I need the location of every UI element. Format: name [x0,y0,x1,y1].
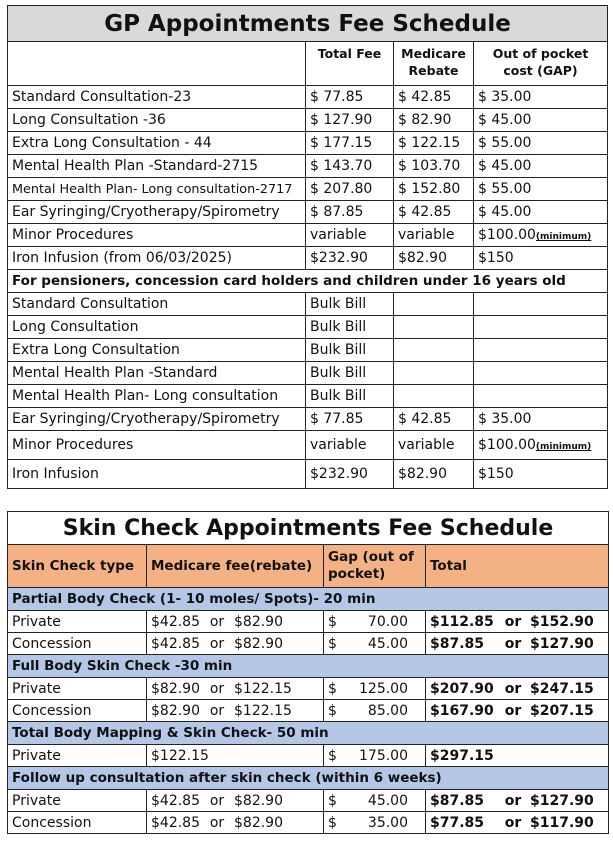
gap-cost [474,431,608,460]
medicare-fee [147,633,324,655]
medicare-rebate [394,339,474,362]
table-row [8,812,609,834]
patient-type: Concession [8,633,147,655]
skin-table-title: Skin Check Appointments Fee Schedule [8,512,609,545]
table-row [8,293,608,316]
total-fee: Bulk Bill [306,293,394,316]
fee-item: Iron Infusion [8,460,306,489]
medicare-rebate [394,385,474,408]
gap-value: 175.00 [359,747,408,764]
skin-header-type: Skin Check type [8,545,147,588]
gap-cost [474,178,608,201]
section-title: Partial Body Check (1- 10 moles/ Spots)- 20 min [8,588,609,611]
table-row [8,745,609,767]
total-amount [426,611,609,633]
gap-value: 35.00 [367,814,408,831]
section-title: Follow up consultation after skin check (within 6 weeks) [8,767,609,790]
total-or: or [504,814,522,831]
table-row [8,224,608,247]
gap-cost [474,362,608,385]
medicare-rebate: variable [394,224,474,247]
gap-value: $ 55.00 [478,181,532,197]
fee-or: or [209,635,225,652]
gap-currency: $ [328,635,337,652]
total-amount [426,812,609,834]
total-high: $127.90 [530,635,594,652]
gap-currency: $ [328,702,337,719]
gap-currency: $ [328,792,337,809]
total-fee: $ 207.80 [306,178,394,201]
total-low: $167.90 [430,702,494,719]
total-fee: $ 87.85 [306,201,394,224]
gap-value: 70.00 [367,613,408,630]
gap-amount [324,611,426,633]
gap-value: 85.00 [367,702,408,719]
gap-value: 45.00 [367,635,408,652]
total-high: $127.90 [530,792,594,809]
medicare-fee [147,812,324,834]
table-row [8,678,609,700]
gap-cost [474,224,608,247]
gap-cost [474,408,608,431]
fee-low: $42.85 [151,792,200,809]
table-row [8,247,608,270]
gap-cost [474,86,608,109]
patient-type: Private [8,790,147,812]
medicare-fee [147,611,324,633]
fee-item: Long Consultation [8,316,306,339]
table-row [8,178,608,201]
total-high: $207.15 [530,702,594,719]
medicare-rebate: variable [394,431,474,460]
total-high: $247.15 [530,680,594,697]
total-fee: variable [306,431,394,460]
fee-high: $82.90 [234,792,283,809]
total-fee: Bulk Bill [306,385,394,408]
fee-item: Ear Syringing/Cryotherapy/Spirometry [8,408,306,431]
total-or: or [504,792,522,809]
fee-or: or [209,702,225,719]
patient-type: Concession [8,700,147,722]
gap-amount [324,700,426,722]
fee-low: $122.15 [151,747,209,764]
total-low: $297.15 [430,747,494,764]
gap-amount [324,633,426,655]
fee-or: or [209,814,225,831]
medicare-fee [147,700,324,722]
total-high: $117.90 [530,814,594,831]
total-high: $152.90 [530,613,594,630]
section-title: Full Body Skin Check -30 min [8,655,609,678]
fee-high: $122.15 [234,702,292,719]
gap-currency: $ [328,814,337,831]
gap-cost [474,316,608,339]
section-title: Total Body Mapping & Skin Check- 50 min [8,722,609,745]
total-amount [426,790,609,812]
fee-item: Long Consultation -36 [8,109,306,132]
fee-or: or [209,613,225,630]
total-amount [426,678,609,700]
gap-value: $100.00 [478,227,536,243]
table-row [8,132,608,155]
fee-item: Standard Consultation [8,293,306,316]
medicare-rebate [394,316,474,339]
total-fee: Bulk Bill [306,316,394,339]
table-row [8,339,608,362]
skin-check-fee-table [7,511,609,834]
medicare-rebate: $ 42.85 [394,86,474,109]
total-fee: $ 127.90 [306,109,394,132]
fee-high: $82.90 [234,814,283,831]
fee-item: Mental Health Plan- Long consultation [8,385,306,408]
table-row [8,385,608,408]
fee-item: Standard Consultation-23 [8,86,306,109]
gap-currency: $ [328,747,337,764]
gap-value: $100.00 [478,437,536,453]
total-amount [426,700,609,722]
medicare-rebate [394,362,474,385]
total-low: $112.85 [430,613,494,630]
medicare-rebate [394,293,474,316]
patient-type: Private [8,611,147,633]
gap-amount [324,678,426,700]
fee-or: or [209,792,225,809]
gap-cost [474,385,608,408]
table-row [8,700,609,722]
medicare-rebate: $ 122.15 [394,132,474,155]
fee-item: Extra Long Consultation [8,339,306,362]
medicare-fee [147,678,324,700]
table-row [8,431,608,460]
medicare-rebate: $ 152.80 [394,178,474,201]
gap-cost [474,132,608,155]
fee-item: Mental Health Plan -Standard-2715 [8,155,306,178]
total-low: $77.85 [430,814,485,831]
gap-value: $150 [478,250,514,266]
gap-value: 125.00 [359,680,408,697]
fee-low: $42.85 [151,635,200,652]
fee-item: Mental Health Plan- Long consultation-2717 [8,178,306,201]
medicare-rebate: $82.90 [394,247,474,270]
gap-amount [324,790,426,812]
patient-type: Private [8,745,147,767]
table-row [8,362,608,385]
gap-amount [324,745,426,767]
fee-high: $82.90 [234,613,283,630]
gap-value: $ 35.00 [478,89,532,105]
total-low: $87.85 [430,635,485,652]
gap-cost [474,155,608,178]
gap-value: $ 45.00 [478,204,532,220]
gp-table-title: GP Appointments Fee Schedule [8,6,608,42]
fee-item: Ear Syringing/Cryotherapy/Spirometry [8,201,306,224]
medicare-fee [147,745,324,767]
fee-or: or [209,680,225,697]
total-fee: Bulk Bill [306,362,394,385]
total-fee: variable [306,224,394,247]
total-fee: Bulk Bill [306,339,394,362]
gap-cost [474,293,608,316]
table-row [8,460,608,489]
total-fee: $ 77.85 [306,408,394,431]
total-or: or [504,613,522,630]
gp-fee-table [7,5,608,489]
total-or: or [504,702,522,719]
total-fee: $ 177.15 [306,132,394,155]
table-row [8,155,608,178]
fee-high: $82.90 [234,635,283,652]
gap-amount [324,812,426,834]
total-low: $207.90 [430,680,494,697]
total-amount [426,745,609,767]
total-fee: $ 77.85 [306,86,394,109]
gap-cost [474,460,608,489]
total-low: $87.85 [430,792,485,809]
fee-low: $42.85 [151,613,200,630]
gap-value: $ 45.00 [478,158,532,174]
skin-header-medicare-fee: Medicare fee(rebate) [147,545,324,588]
medicare-rebate: $ 82.90 [394,109,474,132]
fee-item: Minor Procedures [8,224,306,247]
concession-heading: For pensioners, concession card holders and children under 16 years old [8,270,608,293]
total-fee: $232.90 [306,247,394,270]
medicare-rebate: $ 42.85 [394,408,474,431]
gap-currency: $ [328,680,337,697]
medicare-rebate: $82.90 [394,460,474,489]
total-or: or [504,680,522,697]
total-amount [426,633,609,655]
table-row [8,86,608,109]
medicare-rebate: $ 42.85 [394,201,474,224]
gap-currency: $ [328,613,337,630]
gap-cost [474,109,608,132]
gap-cost [474,201,608,224]
table-row [8,790,609,812]
fee-item: Minor Procedures [8,431,306,460]
total-fee: $232.90 [306,460,394,489]
fee-high: $122.15 [234,680,292,697]
table-row [8,408,608,431]
table-row [8,633,609,655]
table-row [8,316,608,339]
skin-header-total: Total [426,545,609,588]
gap-note: (minimum) [535,232,592,242]
medicare-rebate: $ 103.70 [394,155,474,178]
fee-low: $42.85 [151,814,200,831]
fee-item: Extra Long Consultation - 44 [8,132,306,155]
gap-value: 45.00 [367,792,408,809]
gap-cost [474,339,608,362]
gap-value: $ 35.00 [478,411,532,427]
table-row [8,611,609,633]
fee-item: Mental Health Plan -Standard [8,362,306,385]
medicare-fee [147,790,324,812]
fee-low: $82.90 [151,680,200,697]
gp-header-item [8,42,306,86]
skin-header-gap: Gap (out of pocket) [324,545,426,588]
gp-header-gap: Out of pocket cost (GAP) [474,42,608,86]
table-row [8,201,608,224]
gp-header-rebate: Medicare Rebate [394,42,474,86]
gap-value: $150 [478,466,514,482]
table-row [8,109,608,132]
gp-header-total-fee: Total Fee [306,42,394,86]
gap-note: (minimum) [535,442,592,452]
patient-type: Private [8,678,147,700]
gap-cost [474,247,608,270]
gap-value: $ 45.00 [478,112,532,128]
gap-value: $ 55.00 [478,135,532,151]
fee-item: Iron Infusion (from 06/03/2025) [8,247,306,270]
total-fee: $ 143.70 [306,155,394,178]
total-or: or [504,635,522,652]
patient-type: Concession [8,812,147,834]
fee-low: $82.90 [151,702,200,719]
